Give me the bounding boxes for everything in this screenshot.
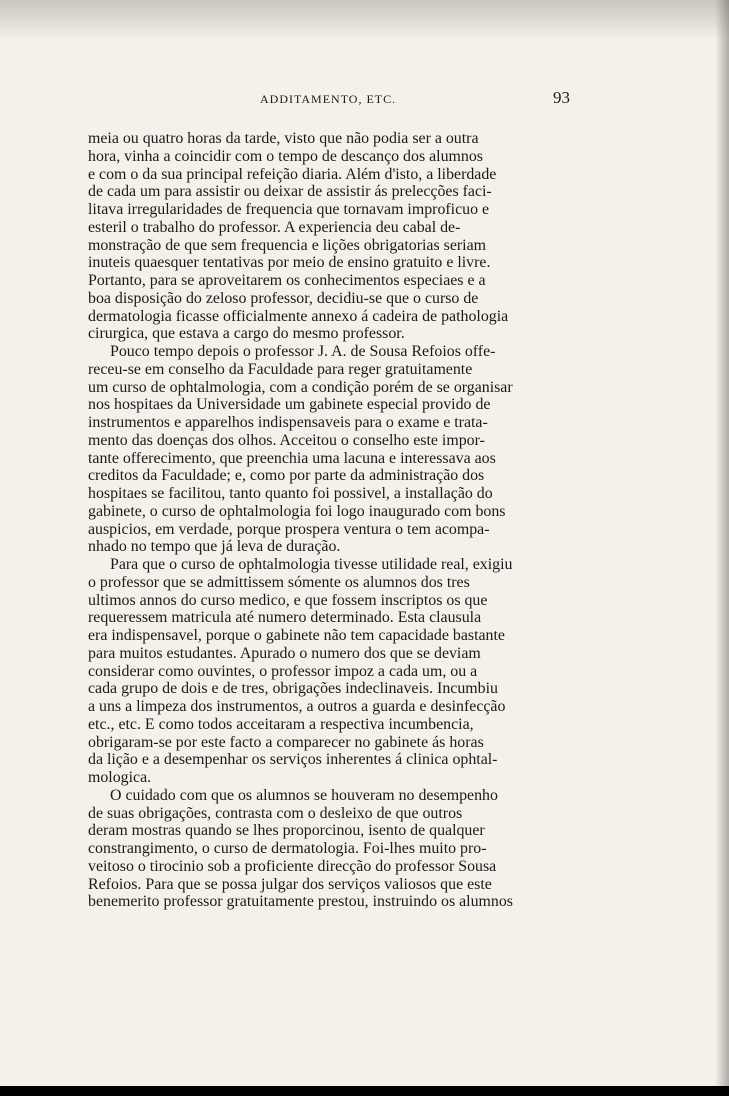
text-line: monstração de que sem frequencia e lições obrigatorias seriam: [88, 236, 486, 254]
text-line: cada grupo de dois e de tres, obrigações indeclinaveis. Incumbiu: [88, 680, 498, 698]
text-line: para muitos estudantes. Apurado o numero dos que se deviam: [88, 644, 481, 662]
text-line: meia ou quatro horas da tarde, visto que não podia ser a outra: [88, 130, 479, 147]
text-line: hospitaes se facilitou, tanto quanto foi possivel, a installação do: [88, 485, 493, 502]
text-line: inuteis quaesquer tentativas por meio de ensino gratuito e livre.: [88, 254, 491, 272]
text-line: esteril o trabalho do professor. A experiencia deu cabal de-: [88, 218, 461, 236]
text-line: mologica.: [88, 769, 152, 786]
text-line: o professor que se admittissem sómente os alumnos dos tres: [88, 573, 470, 591]
text-line: considerar como ouvintes, o professor impoz a cada um, ou a: [88, 662, 478, 680]
text-line: um curso de ophtalmologia, com a condição porém de se organisar: [88, 378, 513, 396]
text-line: Pouco tempo depois o professor J. A. de Sousa Refoios offe-: [110, 343, 496, 360]
text-line: obrigaram-se por este facto a comparecer no gabinete ás horas: [88, 733, 484, 751]
text-line: cirurgica, que estava a cargo do mesmo professor.: [88, 325, 405, 343]
text-line: auspicios, em verdade, porque prospera ventura o tem acompa-: [88, 520, 490, 538]
body-text: [88, 130, 570, 911]
text-line: gabinete, o curso de ophtalmologia foi logo inaugurado com bons: [88, 502, 506, 520]
paragraph: [88, 343, 570, 556]
text-line: de cada um para assistir ou deixar de assistir ás prelecções faci-: [88, 183, 492, 201]
text-line: boa disposição do zeloso professor, decidiu-se que o curso de: [88, 289, 479, 307]
text-line: receu-se em conselho da Faculdade para reger gratuitamente: [88, 360, 473, 378]
text-line: da lição e a desempenhar os serviços inherentes á clinica ophtal-: [88, 751, 498, 769]
text-line: deram mostras quando se lhes proporcinou, isento de qualquer: [88, 822, 485, 840]
text-line: creditos da Faculdade; e, como por parte da administração dos: [88, 467, 485, 485]
text-line: dermatologia ficasse officialmente annexo á cadeira de pathologia: [88, 307, 509, 325]
text-line: O cuidado com que os alumnos se houveram no desempenho: [110, 786, 498, 804]
text-line: nhado no tempo que já leva de duração.: [88, 538, 341, 556]
text-line: etc., etc. E como todos acceitaram a respectiva incumbencia,: [88, 715, 474, 733]
text-line: tante offerecimento, que preenchia uma lacuna e interessava aos: [88, 449, 496, 467]
paragraph: [88, 787, 570, 911]
text-line: litava irregularidades de frequencia que tornavam improficuo e: [88, 201, 490, 218]
text-line: Refoios. Para que se possa julgar dos serviços valiosos que este: [88, 875, 492, 893]
text-line: Portanto, para se aproveitarem os conhecimentos especiaes e a: [88, 272, 486, 289]
text-line: de suas obrigações, contrasta com o desleixo de que outros: [88, 804, 463, 822]
text-line: Para que o curso de ophtalmologia tivesse utilidade real, exigiu: [110, 556, 513, 573]
paragraph: [88, 556, 570, 787]
text-line: mento das doenças dos olhos. Acceitou o conselho este impor-: [88, 431, 485, 449]
page-header: [88, 88, 570, 112]
scan-shadow-right: [715, 0, 729, 1086]
scan-shadow-top: [0, 0, 729, 40]
text-line: veitoso o tirocinio sob a proficiente direcção do professor Sousa: [88, 857, 497, 875]
text-line: a uns a limpeza dos instrumentos, a outros a guarda e desinfecção: [88, 698, 506, 715]
text-line: ultimos annos do curso medico, e que fossem inscriptos os que: [88, 591, 488, 609]
text-line: era indispensavel, porque o gabinete não tem capacidade bastante: [88, 627, 505, 644]
text-line: constrangimento, o curso de dermatologia. Foi-lhes muito pro-: [88, 840, 487, 857]
text-line: e com o da sua principal refeição diaria. Além d'isto, a liberdade: [88, 165, 497, 183]
text-line: instrumentos e apparelhos indispensaveis para o exame e trata-: [88, 414, 488, 431]
text-line: hora, vinha a coincidir com o tempo de descanço dos alumnos: [88, 147, 483, 165]
text-line: nos hospitaes da Universidade um gabinete especial provido de: [88, 396, 491, 414]
text-line: benemerito professor gratuitamente prestou, instruindo os alumnos: [88, 893, 513, 911]
page-number: 93: [553, 88, 570, 107]
running-head: ADDITAMENTO, ETC.: [260, 92, 397, 106]
paragraph: [88, 130, 570, 343]
text-line: requeressem matricula até numero determinado. Esta clausula: [88, 609, 482, 627]
